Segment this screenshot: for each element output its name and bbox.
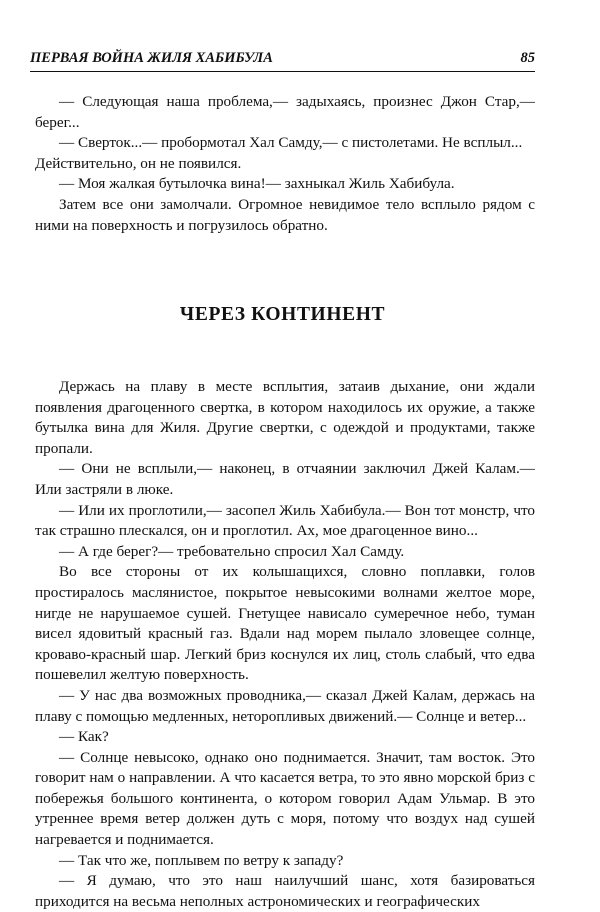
paragraph: Действительно, он не появился. — [35, 154, 242, 172]
paragraph: — Сверток...— пробормотал Хал Самду,— с пистолетами. Не всплыл... — [59, 134, 523, 152]
paragraph: Во все стороны от их колышащихся, словно поплавки, голов простиралось маслянистое, покрытое невысокими волнами желтое море, нигде не нарушаемое сушей. Гнетущее нависало сумеречное небо, туман висел ядовитый красный газ. Вдали над морем пылало зловещее солнце, кроваво-красный шар. Легкий бриз коснулся их лиц, столь слабый, что едва пошевелил желтую поверхность. — [35, 563, 535, 684]
paragraph: — Они не всплыли,— наконец, в отчаянии заключил Джей Калам.— Или застряли в люке. — [35, 460, 535, 498]
paragraph: — Солнце невысоко, однако оно поднимается. Значит, там восток. Это говорит нам о направлении. А что касается ветра, то это явно морской бриз с побережья большого континента, о котором говорил Адам Ульмар. В это утреннее время ветер должен дуть с моря, потому что воздух над сушей нагревается и поднимается. — [35, 748, 535, 849]
paragraph: — У нас два возможных проводника,— сказал Джей Калам, держась на плаву с помощью медленных, неторопливых движений.— Солнце и ветер... — [35, 686, 535, 725]
chapter-end-text — [35, 92, 535, 236]
paragraph: Затем все они замолчали. Огромное невидимое тело всплыло рядом с ними на поверхность и погрузилось обратно. — [35, 195, 535, 234]
paragraph: — Я думаю, что это наш наилучший шанс, хотя базироваться приходится на весьма неполных астрономических и географических — [35, 872, 535, 910]
running-header — [30, 50, 535, 70]
paragraph: — Или их проглотили,— засопел Жиль Хабибула.— Вон тот монстр, что так страшно плескался, он и проглотил. Ах, мое драгоценное вино... — [35, 501, 535, 540]
paragraph: — Как? — [59, 728, 109, 746]
paragraph: — Следующая наша проблема,— задыхаясь, произнес Джон Стар,— берег... — [35, 93, 535, 131]
header-rule — [30, 71, 535, 72]
paragraph: — Так что же, поплывем по ветру к западу? — [59, 851, 344, 869]
paragraph: — А где берег?— требовательно спросил Хал Самду. — [59, 542, 405, 560]
paragraph: — Моя жалкая бутылочка вина!— захныкал Жиль Хабибула. — [59, 175, 455, 193]
running-title: ПЕРВАЯ ВОЙНА ЖИЛЯ ХАБИБУЛА — [30, 50, 273, 66]
page-number: 85 — [520, 50, 535, 66]
chapter-title: ЧЕРЕЗ КОНТИНЕНТ — [179, 304, 386, 325]
chapter-body-text — [35, 377, 535, 912]
paragraph: Держась на плаву в месте всплытия, затаив дыхание, они ждали появления драгоценного свертка, в котором находилось их оружие, а также бутылка вина для Жиля. Другие свертки, с одеждой и продуктами, также пропали. — [35, 378, 535, 457]
